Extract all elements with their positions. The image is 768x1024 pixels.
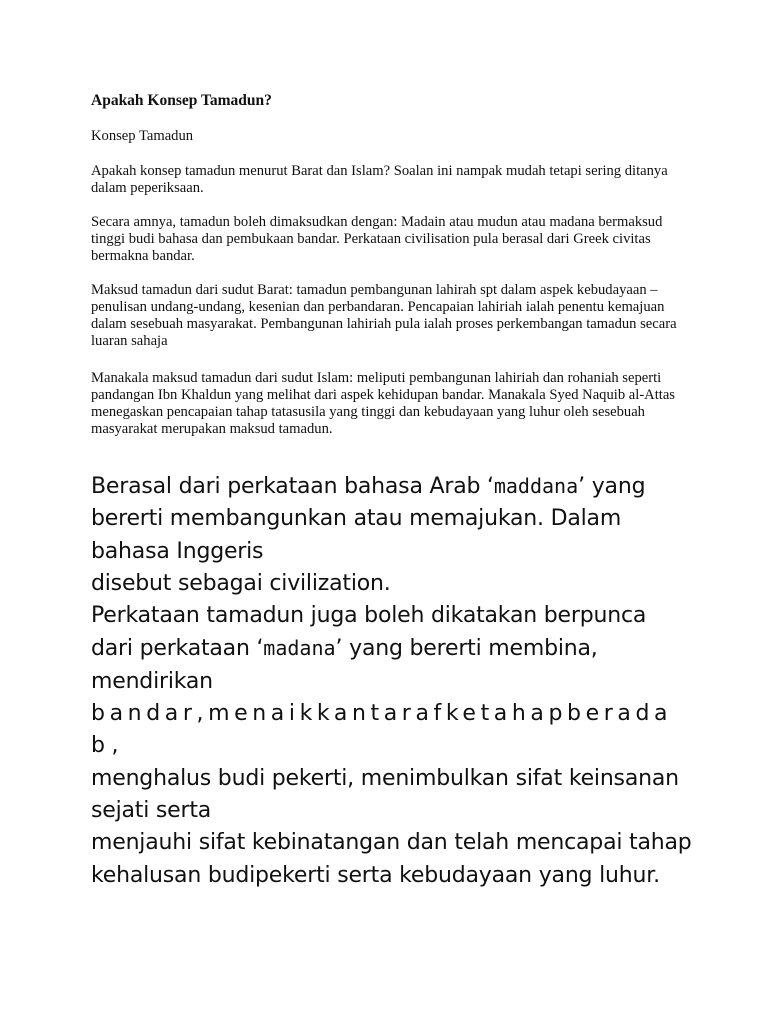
large-text-line: mendirikan bbox=[91, 668, 213, 694]
large-text-line: menghalus budi pekerti, menimbulkan sifat keinsanan bbox=[91, 765, 679, 791]
large-text-line: bererti membangunkan atau memajukan. Dalam bbox=[91, 506, 622, 532]
large-text-line: disebut sebagai civilization. bbox=[91, 570, 391, 596]
document-title: Apakah Konsep Tamadun? bbox=[91, 92, 272, 109]
text-segment: dari perkataan ‘ bbox=[91, 636, 264, 662]
arabic-term-madana: madana bbox=[263, 636, 336, 661]
text-segment: Berasal dari perkataan bahasa Arab ‘ bbox=[91, 474, 494, 499]
large-text-line: menjauhi sifat kebinatangan dan telah mencapai tahap bbox=[91, 830, 692, 856]
paragraph-western-view: Maksud tamadun dari sudut Barat: tamadun pembangunan lahirah spt dalam aspek kebudayaan – penulisan undang-undang, kesenian dan perbandaran. Pencapaian lahiriah ialah penentu kemajuan dalam sesebuah masyarakat. Pembangunan lahiriah pula ialah proses perkembangan tamadun secara luaran sahaja bbox=[91, 282, 677, 349]
large-text-block bbox=[91, 470, 711, 892]
large-text-line-spaced: bandar,menaikkantarafketahapberada bbox=[91, 701, 673, 727]
arabic-term-maddana: maddana bbox=[493, 474, 579, 498]
document-subtitle: Konsep Tamadun bbox=[91, 128, 194, 144]
large-text-line bbox=[91, 632, 711, 665]
text-segment: ’ yang bbox=[578, 474, 646, 499]
paragraph-intro: Apakah konsep tamadun menurut Barat dan Islam? Soalan ini nampak mudah tetapi sering ditanya dalam peperiksaan. bbox=[91, 163, 668, 196]
large-text-line: b , bbox=[91, 733, 119, 759]
large-text-line bbox=[91, 470, 711, 503]
large-text-line: sejati serta bbox=[91, 797, 212, 823]
large-text-line: bahasa Inggeris bbox=[91, 538, 264, 564]
paragraph-general-meaning: Secara amnya, tamadun boleh dimaksudkan dengan: Madain atau mudun atau madana bermaksud tinggi budi bahasa dan pembukaan bandar. Perkataan civilisation pula berasal dari Greek civitas bermakna bandar. bbox=[91, 214, 663, 264]
text-segment: ’ yang bererti membina, bbox=[335, 636, 598, 662]
large-text-line: kehalusan budipekerti serta kebudayaan yang luhur. bbox=[91, 862, 660, 888]
large-text-line: Perkataan tamadun juga boleh dikatakan berpunca bbox=[91, 603, 647, 629]
paragraph-islamic-view: Manakala maksud tamadun dari sudut Islam: meliputi pembangunan lahiriah dan rohaniah seperti pandangan Ibn Khaldun yang melihat dari aspek kehidupan bandar. Manakala Syed Naquib al-Attas menegaskan pencapaian tahap tatasusila yang tinggi dan kebudayaan yang luhur oleh sesebuah masyarakat merupakan maksud tamadun. bbox=[91, 370, 675, 437]
